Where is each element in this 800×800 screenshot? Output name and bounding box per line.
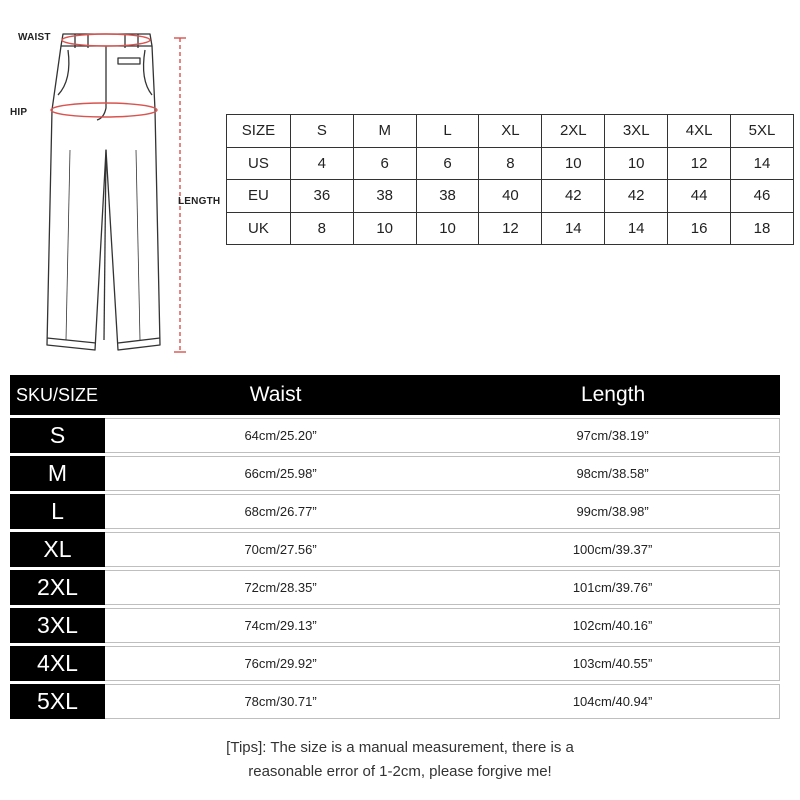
- tips-line-2: reasonable error of 1-2cm, please forgive me!: [248, 763, 552, 780]
- size-system-label: US: [227, 147, 291, 180]
- length-header: Length: [446, 375, 780, 415]
- size-cell: XL: [10, 532, 105, 567]
- size-conversion-cell: 16: [668, 212, 731, 245]
- size-conversion-cell: 42: [605, 180, 668, 213]
- size-system-label: EU: [227, 180, 291, 213]
- size-conversion-cell: 12: [479, 212, 542, 245]
- size-cell: 3XL: [10, 608, 105, 643]
- size-system-label: UK: [227, 212, 291, 245]
- hip-label: HIP: [10, 107, 28, 118]
- waist-cell: 78cm/30.71”: [105, 684, 446, 719]
- pants-illustration: [0, 0, 230, 360]
- size-cell: M: [10, 456, 105, 491]
- waist-label: WAIST: [18, 32, 51, 43]
- size-conversion-cell: 42: [542, 180, 605, 213]
- table-row: [10, 532, 780, 567]
- waist-cell: 76cm/29.92”: [105, 646, 446, 681]
- length-cell: 98cm/38.58”: [446, 456, 780, 491]
- length-cell: 101cm/39.76”: [446, 570, 780, 605]
- size-conversion-cell: 8: [290, 212, 353, 245]
- size-conversion-cell: 2XL: [542, 115, 605, 148]
- size-conversion-cell: 10: [416, 212, 479, 245]
- length-cell: 104cm/40.94”: [446, 684, 780, 719]
- size-conversion-cell: 3XL: [605, 115, 668, 148]
- table-row: [10, 570, 780, 605]
- size-conversion-cell: S: [290, 115, 353, 148]
- waist-cell: 72cm/28.35”: [105, 570, 446, 605]
- waist-cell: 64cm/25.20”: [105, 418, 446, 453]
- size-conversion-row: [227, 147, 794, 180]
- size-system-label: SIZE: [227, 115, 291, 148]
- size-conversion-cell: 4XL: [668, 115, 731, 148]
- size-conversion-cell: 4: [290, 147, 353, 180]
- size-conversion-row: [227, 180, 794, 213]
- length-cell: 100cm/39.37”: [446, 532, 780, 567]
- size-cell: 4XL: [10, 646, 105, 681]
- size-conversion-cell: 40: [479, 180, 542, 213]
- size-conversion-cell: 5XL: [731, 115, 794, 148]
- size-conversion-cell: 18: [731, 212, 794, 245]
- size-conversion-cell: 6: [416, 147, 479, 180]
- size-cell: L: [10, 494, 105, 529]
- waist-cell: 74cm/29.13”: [105, 608, 446, 643]
- size-cell: S: [10, 418, 105, 453]
- waist-cell: 70cm/27.56”: [105, 532, 446, 567]
- table-row: [10, 494, 780, 529]
- size-conversion-cell: L: [416, 115, 479, 148]
- size-conversion-row: [227, 115, 794, 148]
- length-cell: 102cm/40.16”: [446, 608, 780, 643]
- table-row: [10, 456, 780, 491]
- length-cell: 103cm/40.55”: [446, 646, 780, 681]
- table-row: [10, 608, 780, 643]
- length-cell: 99cm/38.98”: [446, 494, 780, 529]
- size-conversion-cell: 10: [353, 212, 416, 245]
- size-conversion-cell: 10: [605, 147, 668, 180]
- size-conversion-cell: 44: [668, 180, 731, 213]
- table-row: [10, 418, 780, 453]
- size-cell: 5XL: [10, 684, 105, 719]
- length-label: LENGTH: [178, 196, 221, 207]
- tips-line-1: [Tips]: The size is a manual measurement, there is a: [226, 739, 574, 756]
- size-conversion-cell: 12: [668, 147, 731, 180]
- sku-size-table: [10, 372, 780, 722]
- size-conversion-cell: 14: [605, 212, 668, 245]
- waist-header: Waist: [105, 375, 446, 415]
- size-conversion-cell: 46: [731, 180, 794, 213]
- sku-table-header: [10, 375, 780, 415]
- size-conversion-cell: 14: [542, 212, 605, 245]
- size-conversion-cell: M: [353, 115, 416, 148]
- table-row: [10, 646, 780, 681]
- size-conversion-cell: 38: [353, 180, 416, 213]
- size-conversion-table: [226, 114, 794, 245]
- length-cell: 97cm/38.19”: [446, 418, 780, 453]
- size-conversion-cell: 8: [479, 147, 542, 180]
- waist-cell: 66cm/25.98”: [105, 456, 446, 491]
- size-conversion-cell: XL: [479, 115, 542, 148]
- size-conversion-cell: 36: [290, 180, 353, 213]
- size-conversion-row: [227, 212, 794, 245]
- size-conversion-cell: 14: [731, 147, 794, 180]
- size-conversion-cell: 6: [353, 147, 416, 180]
- table-row: [10, 684, 780, 719]
- sku-size-header: SKU/SIZE: [10, 375, 105, 415]
- tips-note: [0, 736, 800, 784]
- size-conversion-cell: 10: [542, 147, 605, 180]
- size-conversion-cell: 38: [416, 180, 479, 213]
- waist-cell: 68cm/26.77”: [105, 494, 446, 529]
- pants-diagram: [0, 0, 230, 360]
- size-cell: 2XL: [10, 570, 105, 605]
